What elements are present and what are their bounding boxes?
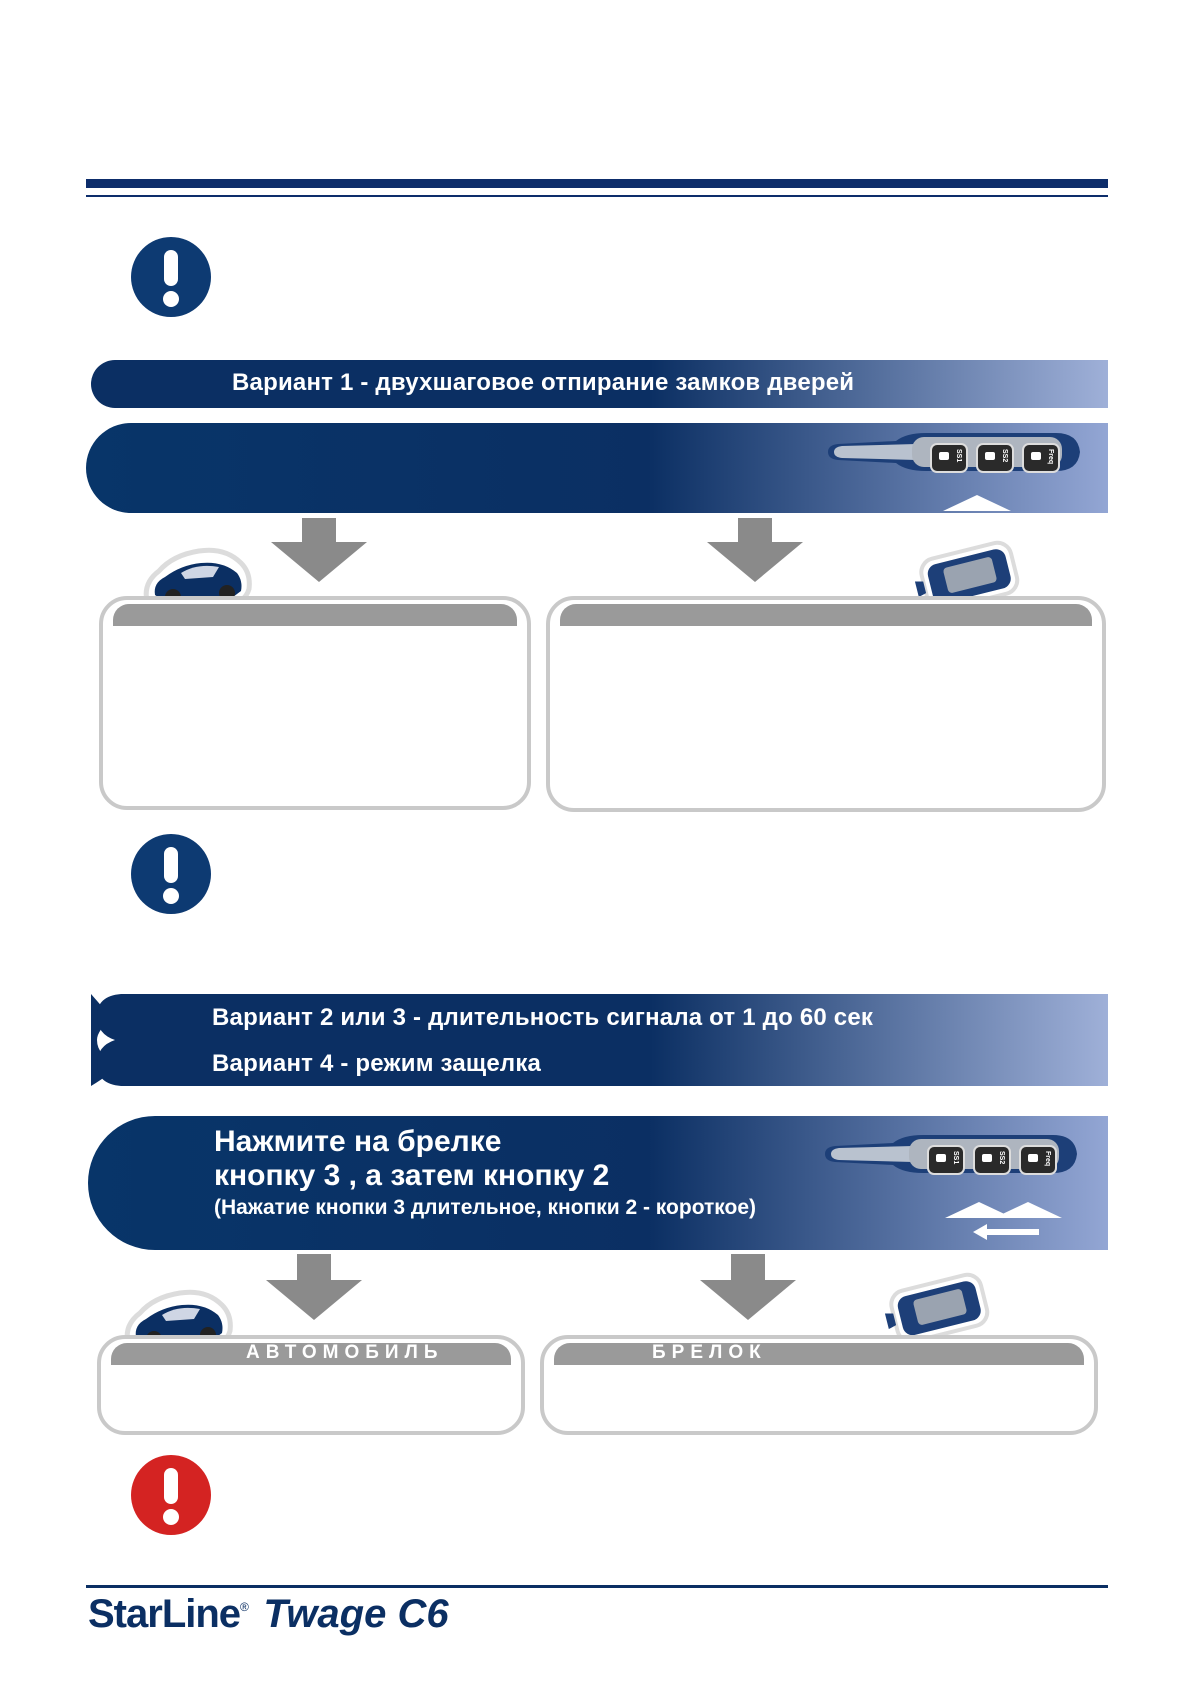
instruction-line-1: Нажмите на брелке <box>214 1125 502 1158</box>
arrow-down-icon <box>707 518 803 582</box>
footer-logo: StarLine® Twage C6 <box>88 1592 449 1636</box>
key-fob-icon <box>826 431 1082 473</box>
car-result-box <box>97 1335 525 1435</box>
step2-banner <box>88 1116 1108 1250</box>
fob-button-2: SS2 <box>976 443 1014 473</box>
press-indicator-icon <box>994 1202 1062 1218</box>
variant1-ribbon <box>91 360 1108 408</box>
fob-header-label: БРЕЛОК <box>652 1342 767 1363</box>
variant1-ribbon-text: Вариант 1 - двухшаговое отпирание замков дверей <box>232 369 855 396</box>
sequence-arrow-left-icon <box>973 1224 1045 1240</box>
variant4-text: Вариант 4 - режим защелка <box>212 1050 542 1077</box>
press-indicator-icon <box>943 495 1011 511</box>
fob-button-3: Freq <box>1019 1145 1057 1175</box>
fob-button-1: SS1 <box>927 1145 965 1175</box>
car-header-label: АВТОМОБИЛЬ <box>246 1342 444 1363</box>
key-fob-icon <box>823 1133 1079 1175</box>
car-result-header <box>111 1343 511 1365</box>
fob-button-3: Freq <box>1022 443 1060 473</box>
footer-rule <box>86 1585 1108 1588</box>
instruction-line-3: (Нажатие кнопки 3 длительное, кнопки 2 - короткое) <box>214 1196 757 1219</box>
variant2-4-ribbon <box>91 994 1108 1086</box>
fob-result-box <box>540 1335 1098 1435</box>
instruction-line-2: кнопку 3 , а затем кнопку 2 <box>214 1159 610 1192</box>
step2-instruction <box>214 1125 609 1193</box>
fob-result-box <box>546 596 1106 812</box>
pager-fob-icon <box>885 1272 995 1342</box>
alert-icon <box>131 237 211 317</box>
fob-result-header <box>554 1343 1084 1365</box>
model-logo-text: Twage C6 <box>263 1592 449 1636</box>
variant2-3-text: Вариант 2 или 3 - длительность сигнала от 1 до 60 сек <box>212 1004 874 1031</box>
step1-banner <box>86 423 1108 513</box>
fob-button-2: SS2 <box>973 1145 1011 1175</box>
warning-icon <box>131 1455 211 1535</box>
fob-button-1: SS1 <box>930 443 968 473</box>
header-rule-thick <box>86 179 1108 188</box>
alert-icon <box>131 834 211 914</box>
brand-logo-text: StarLine <box>88 1592 241 1636</box>
arrow-down-icon <box>266 1254 362 1320</box>
header-rule-thin <box>86 195 1108 197</box>
car-result-box <box>99 596 531 810</box>
arrow-down-icon <box>700 1254 796 1320</box>
fob-result-header <box>560 604 1092 626</box>
arrow-down-icon <box>271 518 367 582</box>
car-result-header <box>113 604 517 626</box>
